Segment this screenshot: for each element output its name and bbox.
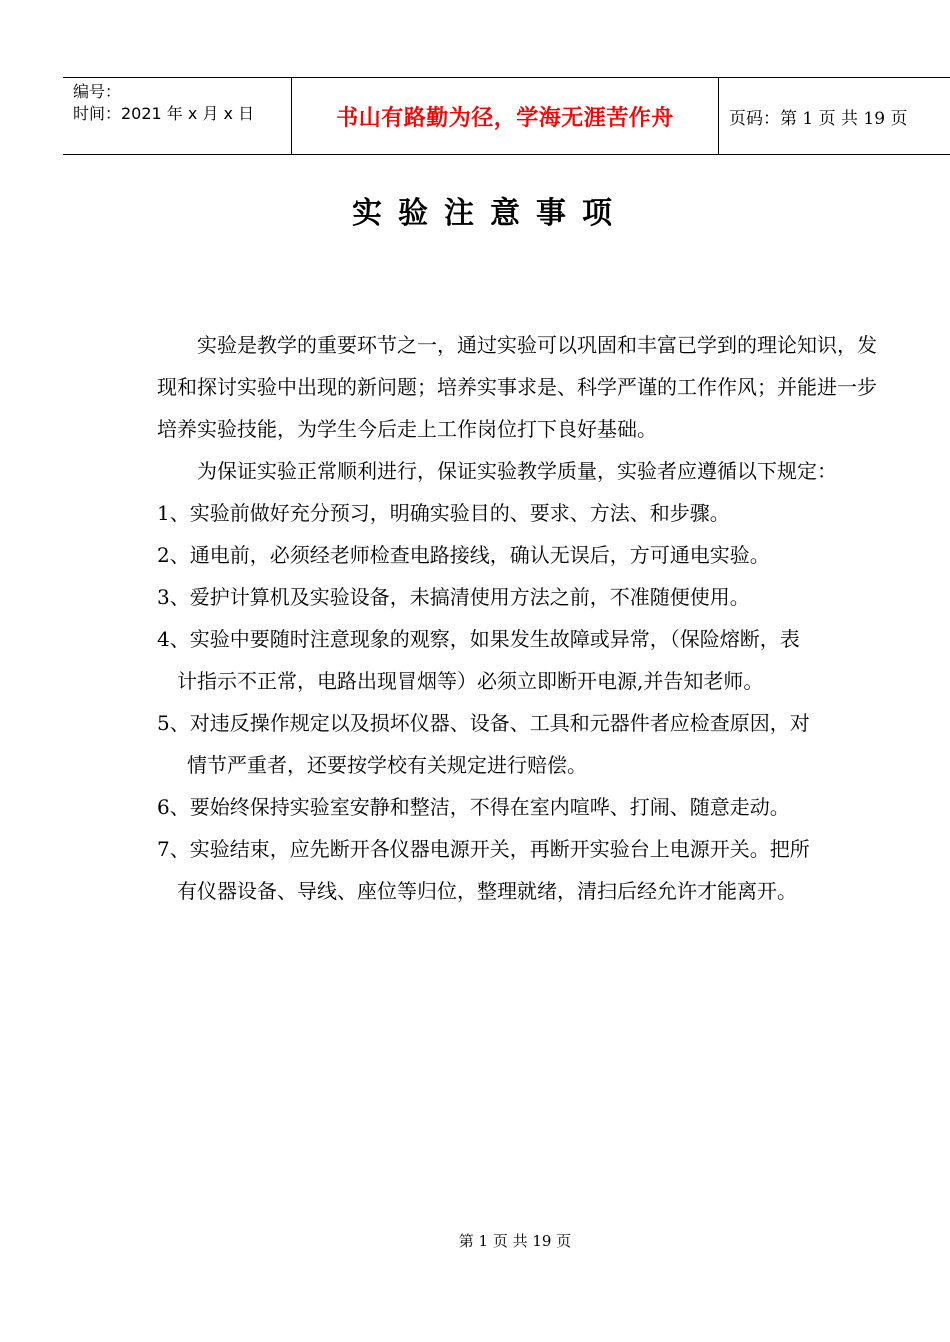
rule-item-7 [157, 828, 877, 912]
rule-line-continued: 有仪器设备、导线、座位等归位，整理就绪，清扫后经允许才能离开。 [177, 879, 797, 903]
rule-line-continued: 计指示不正常，电路出现冒烟等）必须立即断开电源,并告知老师。 [177, 669, 764, 693]
header-page-info [719, 78, 950, 154]
rule-line: 7、实验结束，应先断开各仪器电源开关，再断开实验台上电源开关。把所 [157, 837, 810, 861]
rule-item-3 [157, 576, 877, 618]
rule-item-1 [157, 492, 877, 534]
rule-line-continued: 情节严重者，还要按学校有关规定进行赔偿。 [187, 753, 587, 777]
page-footer: 第 1 页 共 19 页 [458, 1232, 572, 1250]
page-info: 页码：第 1 页 共 19 页 [729, 108, 908, 129]
intro-paragraph: 实验是教学的重要环节之一，通过实验可以巩固和丰富已学到的理论知识，发现和探讨实验中出现的新问题；培养实事求是、科学严谨的工作作风；并能进一步培养实验技能，为学生今后走上工作岗位打下良好基础。 [157, 333, 877, 441]
page-title: 实验注意事项 [352, 196, 628, 231]
document-body [157, 324, 877, 912]
rule-line: 6、要始终保持实验室安静和整洁，不得在室内喧哗、打闹、随意走动。 [157, 795, 790, 819]
rule-item-2 [157, 534, 877, 576]
time-label: 时间：2021 年 x 月 x 日 [73, 104, 255, 123]
document-header [63, 77, 950, 155]
header-meta [63, 78, 292, 154]
rule-line: 5、对违反操作规定以及损坏仪器、设备、工具和元器件者应检查原因，对 [157, 711, 810, 735]
header-motto-cell [292, 78, 719, 154]
rule-line: 1、实验前做好充分预习，明确实验目的、要求、方法、和步骤。 [157, 501, 730, 525]
rule-line: 2、通电前，必须经老师检查电路接线，确认无误后，方可通电实验。 [157, 543, 770, 567]
rule-item-4 [157, 618, 877, 702]
rule-item-6 [157, 786, 877, 828]
rule-line: 3、爱护计算机及实验设备，未搞清使用方法之前，不准随便使用。 [157, 585, 750, 609]
rule-item-5 [157, 702, 877, 786]
rules-lead-paragraph: 为保证实验正常顺利进行，保证实验教学质量，实验者应遵循以下规定： [197, 459, 837, 483]
code-label: 编号： [73, 82, 122, 101]
rule-line: 4、实验中要随时注意现象的观察，如果发生故障或异常，（保险熔断，表 [157, 627, 800, 651]
motto: 书山有路勤为径，学海无涯苦作舟 [336, 105, 674, 131]
